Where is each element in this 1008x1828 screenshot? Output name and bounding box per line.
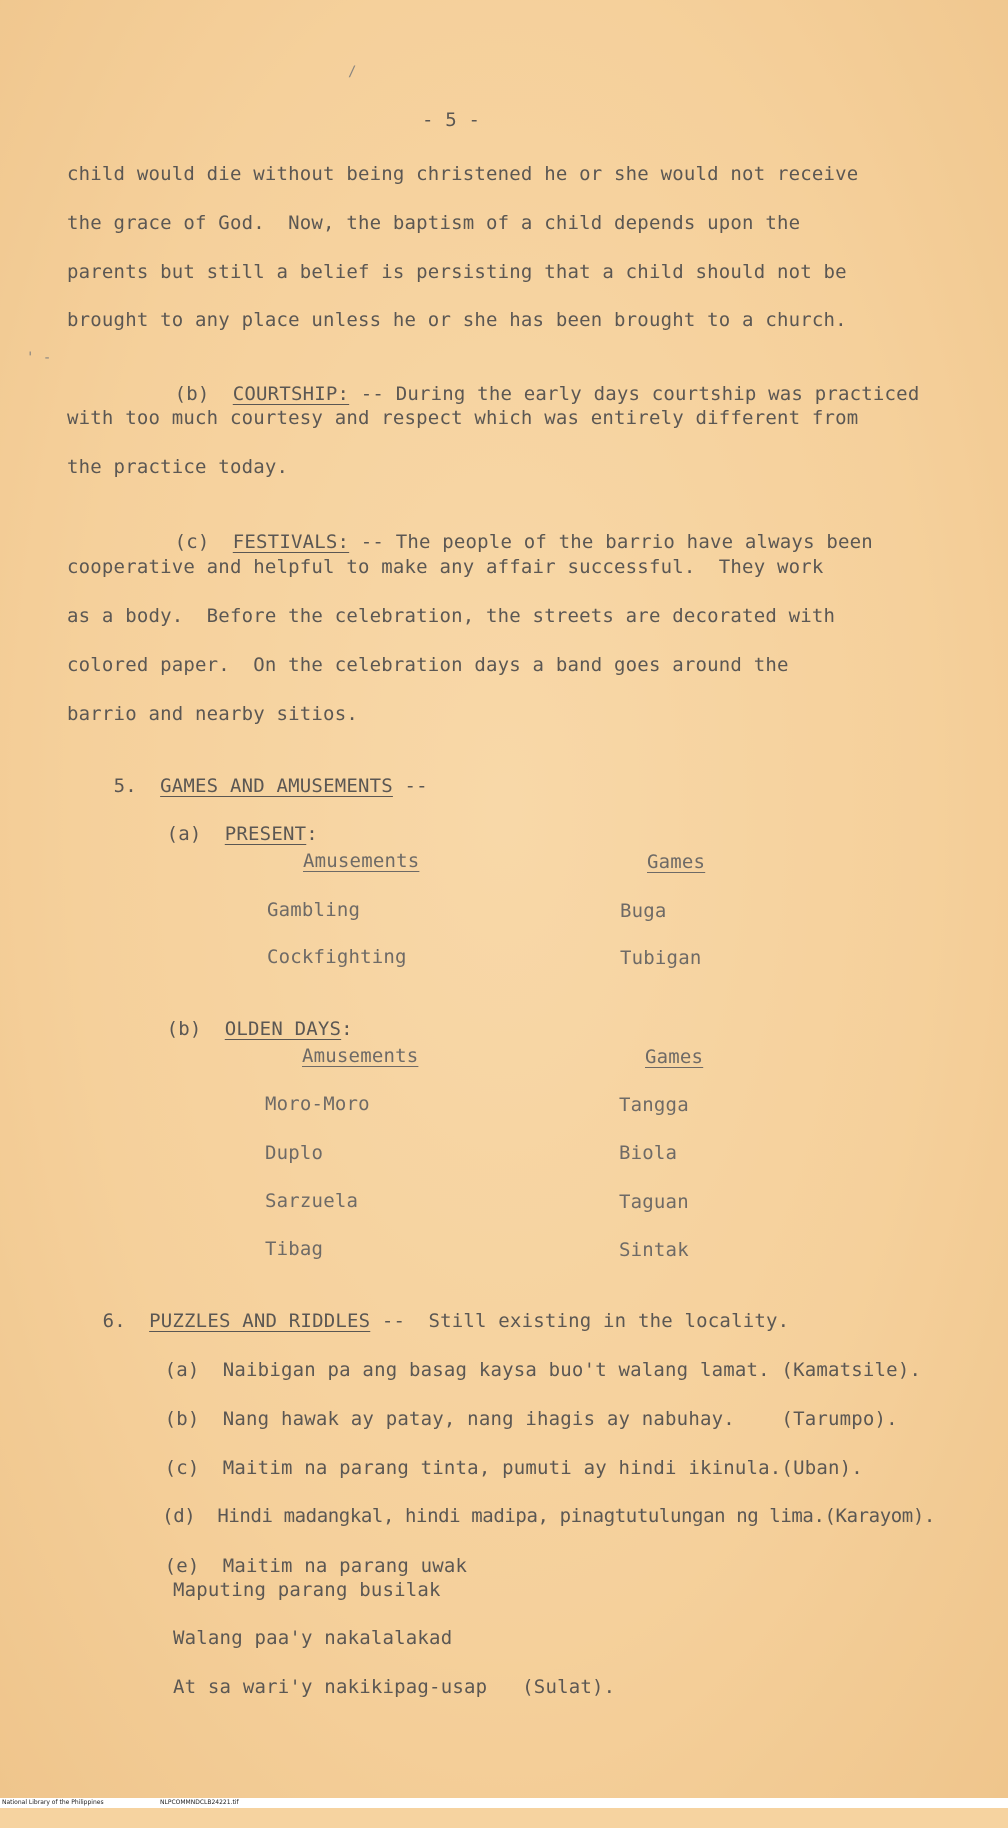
section-number: 6. [102, 1310, 126, 1332]
present-title: PRESENT [224, 823, 307, 845]
section-number: 5. [113, 775, 137, 797]
body-line: parents but still a belief is persisting that a child should not be [67, 261, 847, 283]
riddle-text: Maitim na parang tinta, pumuti ay hindi ikinula.(Uban). [222, 1457, 863, 1479]
riddle-label: (e) [164, 1555, 200, 1577]
riddle-text: Naibigan pa ang basag kaysa buo't walang lamat. (Kamatsile). [222, 1359, 922, 1381]
olden-amusements-header: Amusements [302, 1045, 419, 1067]
present-label: (a) [166, 823, 202, 845]
olden-games-header: Games [645, 1046, 704, 1068]
present-amusements-header: Amusements [303, 850, 420, 872]
games-heading: GAMES AND AMUSEMENTS [160, 775, 393, 797]
present-amusement-cell: Cockfighting [267, 946, 407, 968]
poem-line: Walang paa'y nakalalakad [173, 1627, 453, 1649]
riddle-text: Nang hawak ay patay, nang ihagis ay nabuhay. (Tarumpo). [222, 1408, 898, 1430]
olden-colon: : [341, 1018, 353, 1040]
olden-amusement-cell: Moro-Moro [265, 1093, 370, 1115]
footer-library: National Library of the Philippines [2, 1799, 104, 1806]
olden-amusement-cell: Sarzuela [265, 1190, 359, 1212]
puzzles-intro: -- Still existing in the locality. [370, 1310, 790, 1332]
poem-line: Maputing parang busilak [173, 1579, 441, 1601]
riddle-text: Hindi madangkal, hindi madipa, pinagtutulungan ng lima.(Karayom). [217, 1505, 935, 1527]
body-line: child would die without being christened he or she would not receive [67, 163, 859, 185]
footer-code: NLPCOMMNDCLB24221.tif [160, 1799, 239, 1806]
courtship-label: (b) [174, 383, 210, 405]
olden-game-cell: Biola [619, 1142, 678, 1164]
body-line: brought to any place unless he or she has been brought to a church. [67, 309, 847, 331]
riddle-label: (c) [164, 1457, 200, 1479]
olden-game-cell: Taguan [619, 1191, 689, 1213]
olden-amusement-cell: Tibag [265, 1238, 324, 1260]
heading-dash: -- [392, 775, 428, 797]
riddle-label: (a) [164, 1359, 200, 1381]
present-amusement-cell: Gambling [267, 899, 361, 921]
poem-line: Maitim na parang uwak [222, 1555, 468, 1577]
puzzles-heading: PUZZLES AND RIDDLES [149, 1310, 371, 1332]
page-number: - 5 - [422, 109, 481, 131]
festivals-label: (c) [174, 531, 210, 553]
festivals-heading: FESTIVALS: [232, 531, 350, 553]
body-line: the practice today. [67, 456, 289, 478]
body-line: colored paper. On the celebration days a band goes around the [67, 654, 789, 676]
courtship-heading: COURTSHIP: [232, 383, 350, 405]
olden-game-cell: Tangga [619, 1094, 689, 1116]
olden-label: (b) [166, 1018, 202, 1040]
festivals-text: -- The people of the barrio have always been [349, 531, 873, 553]
present-games-header: Games [647, 851, 706, 873]
body-line: with too much courtesy and respect which was entirely different from [67, 407, 859, 429]
olden-game-cell: Sintak [619, 1239, 689, 1261]
olden-amusement-cell: Duplo [265, 1142, 324, 1164]
body-line: as a body. Before the celebration, the streets are decorated with [67, 605, 836, 627]
olden-title: OLDEN DAYS [224, 1018, 342, 1040]
stray-mark: ' - [26, 350, 52, 366]
stray-mark: / [348, 64, 357, 80]
body-line: cooperative and helpful to make any affair successful. They work [67, 556, 824, 578]
riddle-label: (b) [164, 1408, 200, 1430]
riddle-label: (d) [162, 1505, 196, 1527]
poem-line: At sa wari'y nakikipag-usap (Sulat). [173, 1676, 616, 1698]
body-line: barrio and nearby sitios. [67, 703, 358, 725]
courtship-text: -- During the early days courtship was practiced [349, 383, 920, 405]
present-game-cell: Tubigan [620, 947, 702, 969]
present-colon: : [306, 823, 318, 845]
scan-footer [0, 1798, 1008, 1808]
present-heading [120, 798, 318, 870]
body-line: the grace of God. Now, the baptism of a child depends upon the [67, 212, 801, 234]
present-game-cell: Buga [620, 900, 667, 922]
